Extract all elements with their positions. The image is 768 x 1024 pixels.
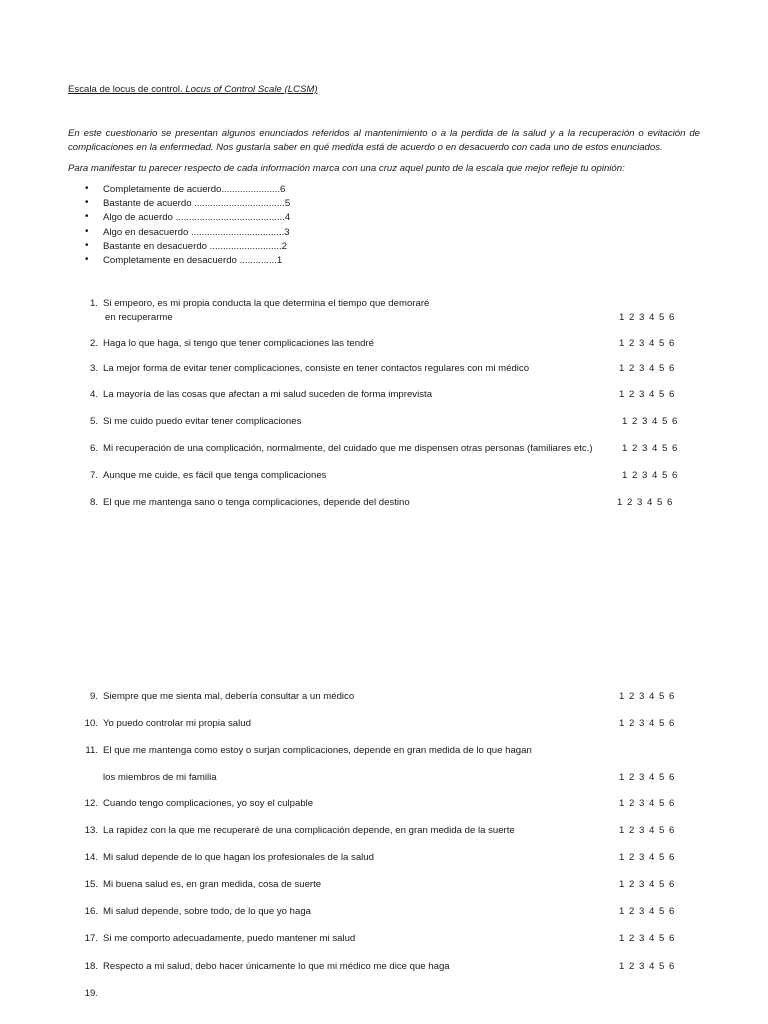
title-italic: Locus of Control Scale (LCSM) — [185, 84, 318, 95]
legend-item — [85, 184, 290, 198]
question-number: 12. — [84, 798, 98, 809]
question-number: 7. — [89, 470, 98, 481]
question-text: Mi salud depende de lo que hagan los profesionales de la salud — [103, 852, 374, 863]
question-text: Aunque me cuide, es fácil que tenga complicaciones — [103, 470, 327, 481]
bullet-icon: • — [85, 239, 89, 251]
rating-scale[interactable]: 1 2 3 4 5 6 — [619, 798, 675, 809]
intro-paragraph: En este cuestionario se presentan algunos enunciados referidos al mantenimiento o a la perdida de la salud y a la recuperación o evitación de complicaciones en la enfermedad. Nos gustaría saber en qué medida está de acuerdo o en desacuerdo con cada uno de estos enunciados. — [68, 128, 700, 153]
question-text: Mi buena salud es, en gran medida, cosa de suerte — [103, 879, 322, 890]
rating-scale[interactable]: 1 2 3 4 5 6 — [619, 338, 675, 349]
rating-scale[interactable]: 1 2 3 4 5 6 — [619, 852, 675, 863]
question-number: 19. — [84, 988, 98, 999]
question-text: Si empeoro, es mi propia conducta la que determina el tiempo que demoraré — [103, 298, 430, 309]
legend-item — [85, 241, 290, 255]
document-title — [68, 84, 318, 96]
question-text: Mi recuperación de una complicación, normalmente, del cuidado que me dispensen otras personas (familiares etc.) — [103, 443, 593, 454]
scale-legend — [85, 184, 290, 269]
question-number: 5. — [89, 416, 98, 427]
question-text: Haga lo que haga, si tengo que tener complicaciones las tendré — [103, 338, 374, 349]
legend-item — [85, 212, 290, 226]
rating-scale[interactable]: 1 2 3 4 5 6 — [619, 961, 675, 972]
question-text: El que me mantenga como estoy o surjan complicaciones, depende en gran medida de lo que hagan — [103, 745, 532, 756]
legend-label: Algo en desacuerdo ...................................3 — [103, 226, 290, 238]
rating-scale[interactable]: 1 2 3 4 5 6 — [619, 825, 675, 836]
instructions-paragraph: Para manifestar tu parecer respecto de cada información marca con una cruz aquel punto de la escala que mejor refleje tu opinión: — [68, 163, 625, 174]
question-number: 13. — [84, 825, 98, 836]
rating-scale[interactable]: 1 2 3 4 5 6 — [619, 879, 675, 890]
rating-scale[interactable]: 1 2 3 4 5 6 — [619, 363, 675, 374]
legend-label: Bastante de acuerdo ..................................5 — [103, 198, 291, 210]
rating-scale[interactable]: 1 2 3 4 5 6 — [622, 443, 678, 454]
title-plain: Escala de locus de control. — [68, 84, 186, 95]
question-text: La mayoría de las cosas que afectan a mi salud suceden de forma imprevista — [103, 389, 433, 400]
legend-item — [85, 198, 290, 212]
question-number: 17. — [84, 933, 98, 944]
legend-label: Completamente en desacuerdo ..............1 — [103, 254, 283, 266]
question-number: 15. — [84, 879, 98, 890]
question-text: Siempre que me sienta mal, debería consultar a un médico — [103, 691, 355, 702]
rating-scale[interactable]: 1 2 3 4 5 6 — [619, 906, 675, 917]
legend-item — [85, 227, 290, 241]
bullet-icon: • — [85, 183, 89, 194]
legend-label: Completamente de acuerdo......................6 — [103, 184, 286, 195]
legend-label: Algo de acuerdo .........................................4 — [103, 212, 291, 224]
question-number: 2. — [89, 338, 98, 349]
question-number: 10. — [84, 718, 98, 729]
question-number: 6. — [89, 443, 98, 454]
question-number: 11. — [85, 745, 98, 756]
legend-item — [85, 255, 290, 269]
bullet-icon: • — [85, 211, 89, 223]
question-text: Cuando tengo complicaciones, yo soy el culpable — [103, 798, 314, 809]
rating-scale[interactable]: 1 2 3 4 5 6 — [619, 772, 675, 783]
question-number: 1. — [89, 298, 98, 309]
bullet-icon: • — [85, 197, 89, 209]
question-text: La mejor forma de evitar tener complicaciones, consiste en tener contactos regulares con mi médico — [103, 363, 530, 374]
rating-scale[interactable]: 1 2 3 4 5 6 — [619, 312, 675, 323]
question-number: 9. — [89, 691, 98, 702]
bullet-icon: • — [85, 253, 89, 265]
question-number: 18. — [84, 961, 98, 972]
question-text: en recuperarme — [105, 312, 173, 323]
rating-scale[interactable]: 1 2 3 4 5 6 — [619, 933, 675, 944]
question-text: Respecto a mi salud, debo hacer únicamente lo que mi médico me dice que haga — [103, 961, 450, 972]
rating-scale[interactable]: 1 2 3 4 5 6 — [617, 497, 673, 508]
question-text: Yo puedo controlar mi propia salud — [103, 718, 251, 729]
legend-label: Bastante en desacuerdo ...........................2 — [103, 240, 287, 252]
question-number: 4. — [89, 389, 98, 400]
question-text: Si me cuido puedo evitar tener complicaciones — [103, 416, 302, 427]
question-text: Si me comporto adecuadamente, puedo mantener mi salud — [103, 933, 356, 944]
rating-scale[interactable]: 1 2 3 4 5 6 — [622, 416, 678, 427]
question-number: 14. — [84, 852, 98, 863]
question-number: 8. — [89, 497, 98, 508]
question-number: 3. — [89, 363, 98, 374]
question-number: 16. — [84, 906, 98, 917]
question-text: La rapidez con la que me recuperaré de una complicación depende, en gran medida de la suerte — [103, 825, 515, 836]
question-text: Mi salud depende, sobre todo, de lo que yo haga — [103, 906, 312, 917]
question-text: los miembros de mi familia — [103, 772, 217, 783]
bullet-icon: • — [85, 225, 89, 237]
rating-scale[interactable]: 1 2 3 4 5 6 — [619, 389, 675, 400]
rating-scale[interactable]: 1 2 3 4 5 6 — [622, 470, 678, 481]
question-text: El que me mantenga sano o tenga complicaciones, depende del destino — [103, 497, 410, 508]
rating-scale[interactable]: 1 2 3 4 5 6 — [619, 691, 675, 702]
rating-scale[interactable]: 1 2 3 4 5 6 — [619, 718, 675, 729]
